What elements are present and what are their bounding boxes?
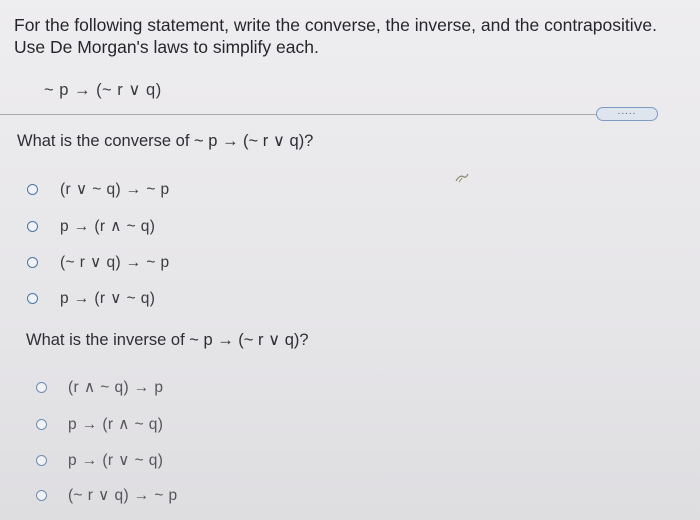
inverse-option-2[interactable] (36, 415, 163, 434)
converse-option-1[interactable] (27, 180, 170, 199)
option-label: (r ∧ ~ q) → p (68, 379, 164, 396)
radio-button[interactable] (27, 221, 38, 232)
inverse-option-4[interactable] (36, 486, 178, 505)
option-label: p → (r ∨ ~ q) (60, 290, 156, 307)
option-label: p → (r ∧ ~ q) (60, 218, 156, 235)
option-label: p → (r ∧ ~ q) (68, 416, 164, 433)
option-label: (~ r ∨ q) → ~ p (60, 254, 170, 271)
section-divider (0, 114, 650, 115)
radio-button[interactable] (36, 419, 47, 430)
inverse-question: What is the inverse of ~ p → (~ r ∨ q)? (26, 331, 309, 349)
given-statement: ~ p → (~ r ∨ q) (44, 81, 162, 99)
more-dots-icon: ..... (617, 106, 637, 117)
expand-button[interactable] (596, 107, 658, 121)
converse-question: What is the converse of ~ p → (~ r ∨ q)? (17, 132, 314, 150)
radio-button[interactable] (27, 293, 38, 304)
radio-button[interactable] (36, 455, 47, 466)
prompt-line-1: For the following statement, write the converse, the inverse, and the contrapositive. (14, 15, 657, 35)
option-label: (r ∨ ~ q) → ~ p (60, 181, 170, 198)
mouse-cursor-icon (455, 172, 469, 184)
option-label: p → (r ∨ ~ q) (68, 452, 164, 469)
radio-button[interactable] (36, 490, 47, 501)
converse-option-4[interactable] (27, 289, 155, 308)
inverse-option-3[interactable] (36, 451, 163, 470)
option-label: (~ r ∨ q) → ~ p (68, 487, 178, 504)
inverse-option-1[interactable] (36, 378, 163, 397)
radio-button[interactable] (27, 257, 38, 268)
prompt-line-2: Use De Morgan's laws to simplify each. (14, 37, 319, 57)
converse-option-2[interactable] (27, 217, 155, 236)
radio-button[interactable] (36, 382, 47, 393)
converse-option-3[interactable] (27, 253, 170, 272)
problem-prompt (14, 14, 674, 58)
radio-button[interactable] (27, 184, 38, 195)
